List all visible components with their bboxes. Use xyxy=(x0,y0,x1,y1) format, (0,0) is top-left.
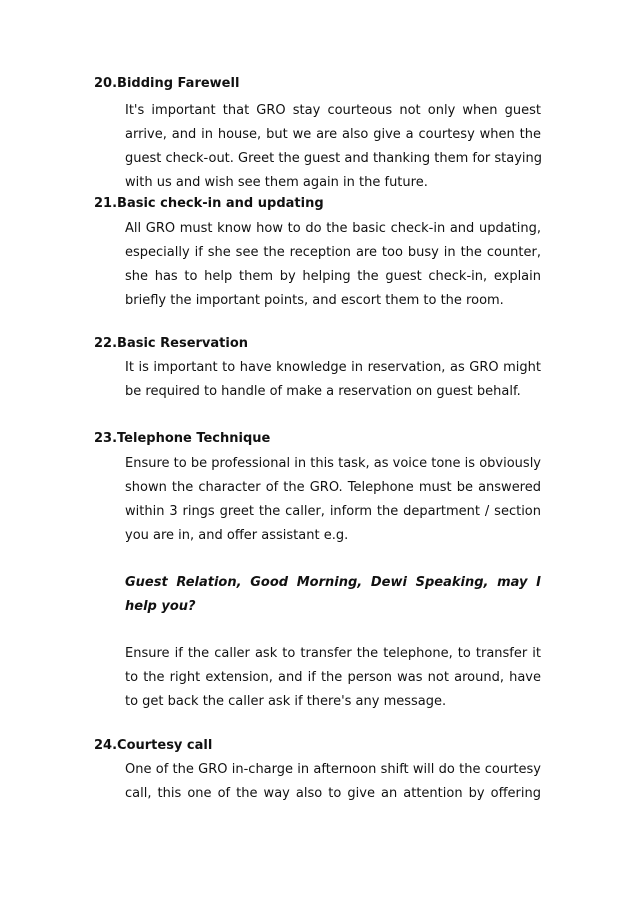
section-21-line-2: especially if she see the reception are too busy in the counter, xyxy=(125,245,541,260)
section-21-line-1: All GRO must know how to do the basic check-in and updating, xyxy=(125,221,541,236)
telephone-greeting-example-line-2: help you? xyxy=(125,599,196,614)
section-heading-23: 23.Telephone Technique xyxy=(94,431,271,446)
section-24-line-1: One of the GRO in-charge in afternoon shift will do the courtesy xyxy=(125,762,541,777)
section-24-line-2: call, this one of the way also to give an attention by offering xyxy=(125,786,541,801)
section-23-line-1: Ensure to be professional in this task, as voice tone is obviously xyxy=(125,456,541,471)
section-23-transfer-line-2: to the right extension, and if the person was not around, have xyxy=(125,670,541,685)
section-heading-24: 24.Courtesy call xyxy=(94,738,213,753)
section-21-line-3: she has to help them by helping the guest check-in, explain xyxy=(125,269,541,284)
section-23-line-2: shown the character of the GRO. Telephone must be answered xyxy=(125,480,541,495)
section-20-line-2: arrive, and in house, but we are also give a courtesy when the xyxy=(125,127,541,142)
section-20-line-3: guest check-out. Greet the guest and thanking them for staying xyxy=(125,151,543,166)
section-heading-20: 20.Bidding Farewell xyxy=(94,76,240,91)
section-heading-21: 21.Basic check-in and updating xyxy=(94,196,324,211)
section-23-line-3: within 3 rings greet the caller, inform the department / section xyxy=(125,504,541,519)
section-23-transfer-line-1: Ensure if the caller ask to transfer the telephone, to transfer it xyxy=(125,646,541,661)
section-21-line-4: briefly the important points, and escort them to the room. xyxy=(125,293,504,308)
telephone-greeting-example-line-1: Guest Relation, Good Morning, Dewi Speaking, may I xyxy=(125,575,541,590)
section-20-line-1: It's important that GRO stay courteous not only when guest xyxy=(125,103,541,118)
section-20-line-4: with us and wish see them again in the future. xyxy=(125,175,428,190)
section-23-line-4: you are in, and offer assistant e.g. xyxy=(125,528,349,543)
section-22-line-1: It is important to have knowledge in reservation, as GRO might xyxy=(125,360,541,375)
section-23-transfer-line-3: to get back the caller ask if there's any message. xyxy=(125,694,447,709)
section-22-line-2: be required to handle of make a reservation on guest behalf. xyxy=(125,384,521,399)
section-heading-22: 22.Basic Reservation xyxy=(94,336,249,351)
